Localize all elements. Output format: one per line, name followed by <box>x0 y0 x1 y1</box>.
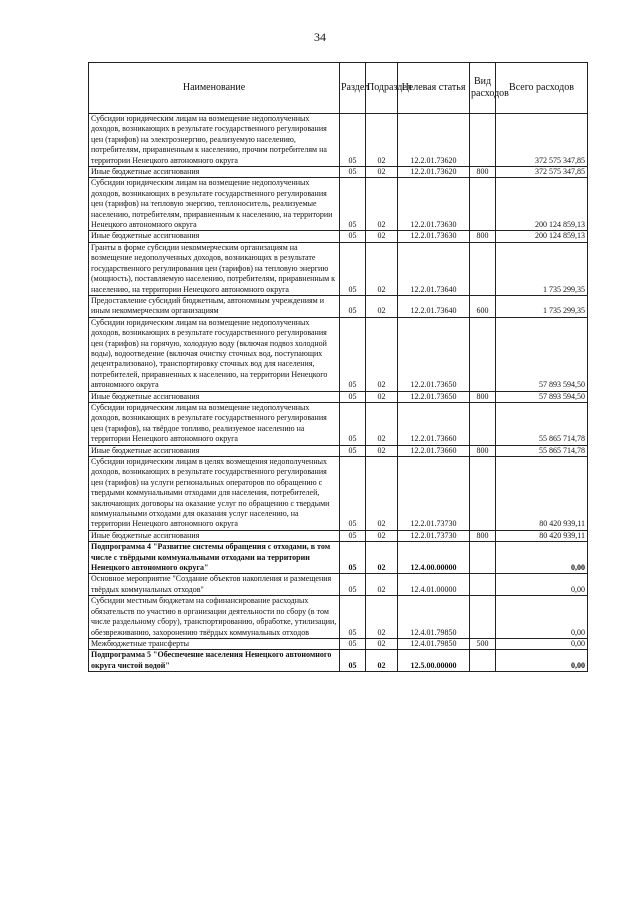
table-row <box>89 178 588 231</box>
cell-expense-kind: 600 <box>470 295 496 317</box>
cell-total: 1 735 299,35 <box>496 242 588 295</box>
cell-section: 05 <box>340 402 366 445</box>
header-target-article: Целевая статья <box>398 63 470 114</box>
cell-section: 05 <box>340 114 366 167</box>
cell-subsection: 02 <box>366 391 398 402</box>
cell-name: Межбюджетные трансферты <box>89 638 340 649</box>
cell-subsection: 02 <box>366 574 398 596</box>
header-name: Наименование <box>89 63 340 114</box>
cell-subsection: 02 <box>366 178 398 231</box>
cell-section: 05 <box>340 445 366 456</box>
cell-section: 05 <box>340 295 366 317</box>
cell-expense-kind: 800 <box>470 167 496 178</box>
cell-target-article: 12.5.00.00000 <box>398 650 470 672</box>
cell-subsection: 02 <box>366 596 398 639</box>
cell-section: 05 <box>340 178 366 231</box>
cell-total: 372 575 347,85 <box>496 167 588 178</box>
cell-expense-kind <box>470 574 496 596</box>
table-row <box>89 242 588 295</box>
cell-subsection: 02 <box>366 542 398 574</box>
cell-total: 55 865 714,78 <box>496 402 588 445</box>
cell-subsection: 02 <box>366 530 398 541</box>
cell-section: 05 <box>340 574 366 596</box>
cell-target-article: 12.2.01.73630 <box>398 178 470 231</box>
cell-name: Подпрограмма 5 "Обеспечение населения Ненецкого автономного округа чистой водой" <box>89 650 340 672</box>
header-section: Раздел <box>340 63 366 114</box>
cell-total: 372 575 347,85 <box>496 114 588 167</box>
cell-expense-kind <box>470 317 496 391</box>
cell-target-article: 12.2.01.73730 <box>398 530 470 541</box>
cell-expense-kind <box>470 457 496 531</box>
table-row <box>89 317 588 391</box>
cell-total: 80 420 939,11 <box>496 530 588 541</box>
cell-subsection: 02 <box>366 114 398 167</box>
cell-subsection: 02 <box>366 445 398 456</box>
cell-name: Субсидии юридическим лицам на возмещение недополученных доходов, возникающих в результате государственного регулирования цен (тарифов), на твёрдое топливо, реализуемое населению на территории Ненецкого автономного округа <box>89 402 340 445</box>
header-expense-kind: Вид расходов <box>470 63 496 114</box>
cell-name: Иные бюджетные ассигнования <box>89 167 340 178</box>
cell-target-article: 12.2.01.73730 <box>398 457 470 531</box>
cell-name: Предоставление субсидий бюджетным, автономным учреждениям и иным некоммерческим организациям <box>89 295 340 317</box>
cell-target-article: 12.2.01.73640 <box>398 295 470 317</box>
table-row <box>89 542 588 574</box>
cell-name: Субсидии юридическим лицам на возмещение недополученных доходов, возникающих в результате государственного регулирования цен (тарифов) на электроэнергию, реализуемую населению, потребителям, приравненным к населению, прочим потребителям на территории Ненецкого автономного округа <box>89 114 340 167</box>
cell-section: 05 <box>340 391 366 402</box>
table-row <box>89 295 588 317</box>
table-row <box>89 167 588 178</box>
cell-target-article: 12.2.01.73660 <box>398 402 470 445</box>
table-row <box>89 391 588 402</box>
cell-name: Иные бюджетные ассигнования <box>89 445 340 456</box>
table-row <box>89 650 588 672</box>
cell-name: Субсидии юридическим лицам на возмещение недополученных доходов, возникающих в результате государственного регулирования цен (тарифов) на тепловую энергию, теплоноситель, реализуемые населению, потребителям, приравненным к населению, на территории Ненецкого автономного округа <box>89 178 340 231</box>
cell-name: Субсидии юридическим лицам в целях возмещения недополученных доходов, возникающих в результате государственного регулирования цен (тарифов) на услуги региональных операторов по обращению с твердыми коммунальными отходами для населения, потребителей, заключающих договоры на оказание услуг по обращению с твердыми коммунальными отходами для оказания услуг населению, на территории Ненецкого автономного округа <box>89 457 340 531</box>
cell-expense-kind <box>470 114 496 167</box>
cell-expense-kind <box>470 596 496 639</box>
cell-total: 200 124 859,13 <box>496 231 588 242</box>
cell-total: 200 124 859,13 <box>496 178 588 231</box>
cell-total: 0,00 <box>496 650 588 672</box>
cell-total: 0,00 <box>496 574 588 596</box>
budget-table <box>88 62 588 672</box>
cell-subsection: 02 <box>366 295 398 317</box>
cell-target-article: 12.2.01.73640 <box>398 242 470 295</box>
cell-section: 05 <box>340 542 366 574</box>
cell-section: 05 <box>340 638 366 649</box>
cell-name: Иные бюджетные ассигнования <box>89 231 340 242</box>
cell-total: 0,00 <box>496 638 588 649</box>
page-number: 34 <box>314 30 326 44</box>
cell-name: Основное мероприятие "Создание объектов накопления и размещения твёрдых коммунальных отходов" <box>89 574 340 596</box>
table-row <box>89 457 588 531</box>
cell-expense-kind: 500 <box>470 638 496 649</box>
cell-section: 05 <box>340 242 366 295</box>
cell-section: 05 <box>340 457 366 531</box>
cell-subsection: 02 <box>366 638 398 649</box>
table-row <box>89 638 588 649</box>
cell-subsection: 02 <box>366 650 398 672</box>
table-row <box>89 114 588 167</box>
table-row <box>89 530 588 541</box>
cell-expense-kind: 800 <box>470 231 496 242</box>
cell-target-article: 12.4.01.79850 <box>398 596 470 639</box>
cell-subsection: 02 <box>366 402 398 445</box>
cell-target-article: 12.2.01.73620 <box>398 114 470 167</box>
cell-section: 05 <box>340 317 366 391</box>
cell-target-article: 12.2.01.73660 <box>398 445 470 456</box>
cell-section: 05 <box>340 530 366 541</box>
cell-name: Гранты в форме субсидии некоммерческим организациям на возмещение недополученных доходов, возникающих в результате государственного регулирования цен (тарифов) на тепловую энергию (мощность), поставляемую населению, потребителям, приравненным к населению, на территории Ненецкого автономного округа <box>89 242 340 295</box>
header-total: Всего расходов <box>496 63 588 114</box>
cell-target-article: 12.2.01.73650 <box>398 317 470 391</box>
cell-expense-kind <box>470 242 496 295</box>
cell-section: 05 <box>340 650 366 672</box>
cell-target-article: 12.4.01.79850 <box>398 638 470 649</box>
cell-target-article: 12.4.00.00000 <box>398 542 470 574</box>
cell-subsection: 02 <box>366 457 398 531</box>
cell-name: Субсидии местным бюджетам на софинансирование расходных обязательств по участию в организации деятельности по сбору (в том числе раздельному сбору), транспортированию, обработке, утилизации, обезвреживанию, захоронению твёрдых коммунальных отходов <box>89 596 340 639</box>
cell-expense-kind: 800 <box>470 445 496 456</box>
cell-name: Субсидии юридическим лицам на возмещение недополученных доходов, возникающих в результате государственного регулирования цен (тарифов) на горячую, холодную воду (включая подвоз холодной воды), водоотведение (включая очистку сточных вод, поступающих децентрализовано), транспортировку сточных вод для населения, потребителей, приравненных к населению, на территории Ненецкого автономного округа <box>89 317 340 391</box>
cell-total: 1 735 299,35 <box>496 295 588 317</box>
cell-expense-kind: 800 <box>470 530 496 541</box>
cell-expense-kind <box>470 178 496 231</box>
cell-target-article: 12.2.01.73650 <box>398 391 470 402</box>
cell-total: 57 893 594,50 <box>496 317 588 391</box>
table-row <box>89 402 588 445</box>
header-subsection: Подраздел <box>366 63 398 114</box>
cell-name: Иные бюджетные ассигнования <box>89 530 340 541</box>
cell-subsection: 02 <box>366 167 398 178</box>
cell-total: 0,00 <box>496 596 588 639</box>
cell-subsection: 02 <box>366 231 398 242</box>
cell-section: 05 <box>340 167 366 178</box>
cell-section: 05 <box>340 596 366 639</box>
cell-target-article: 12.2.01.73630 <box>398 231 470 242</box>
cell-total: 57 893 594,50 <box>496 391 588 402</box>
cell-expense-kind <box>470 542 496 574</box>
cell-expense-kind: 800 <box>470 391 496 402</box>
cell-total: 0,00 <box>496 542 588 574</box>
table-row <box>89 574 588 596</box>
table-row <box>89 445 588 456</box>
table-row <box>89 231 588 242</box>
cell-target-article: 12.2.01.73620 <box>398 167 470 178</box>
cell-total: 80 420 939,11 <box>496 457 588 531</box>
cell-subsection: 02 <box>366 317 398 391</box>
cell-total: 55 865 714,78 <box>496 445 588 456</box>
cell-expense-kind <box>470 650 496 672</box>
cell-target-article: 12.4.01.00000 <box>398 574 470 596</box>
cell-expense-kind <box>470 402 496 445</box>
cell-section: 05 <box>340 231 366 242</box>
cell-subsection: 02 <box>366 242 398 295</box>
cell-name: Подпрограмма 4 "Развитие системы обращения с отходами, в том числе с твёрдыми коммунальными отходами на территории Ненецкого автономного округа" <box>89 542 340 574</box>
table-row <box>89 596 588 639</box>
table-header-row <box>89 63 588 114</box>
cell-name: Иные бюджетные ассигнования <box>89 391 340 402</box>
